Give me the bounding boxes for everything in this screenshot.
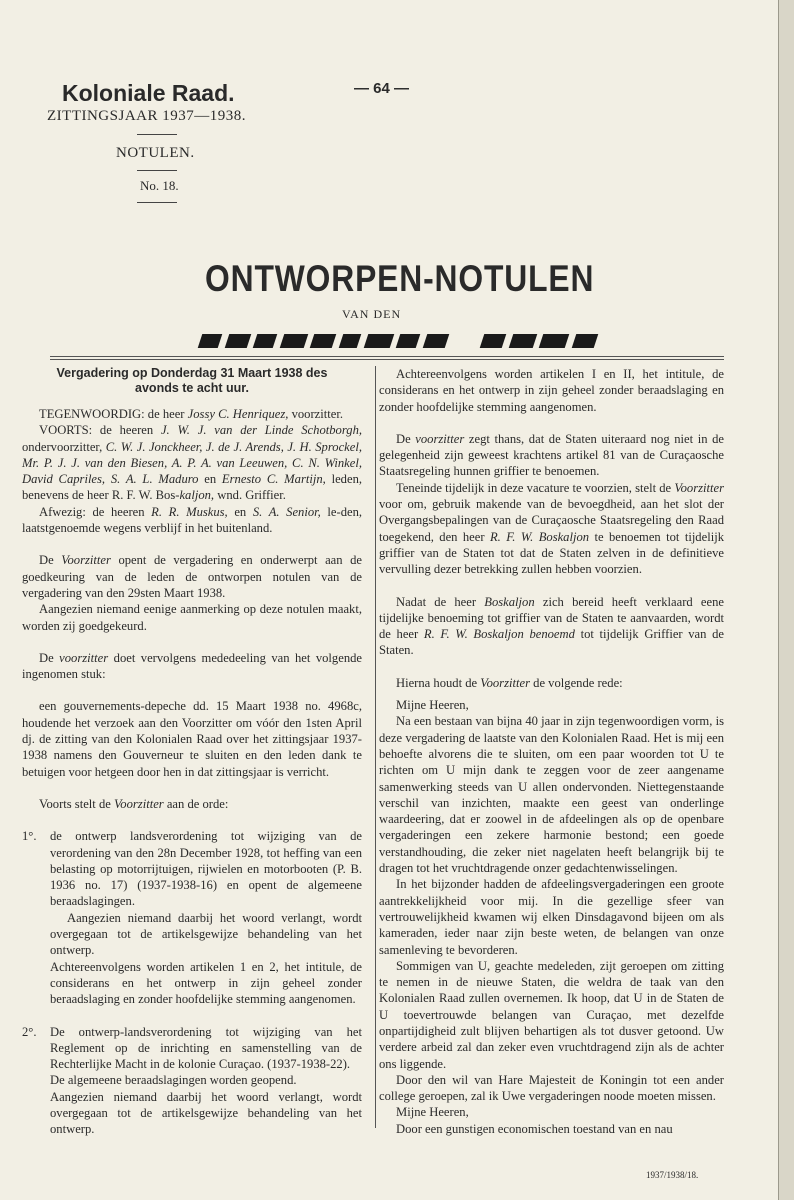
agenda-item: [22, 1024, 362, 1138]
salutation: Mijne Heeren,: [396, 1105, 469, 1120]
proposal-paragraph: Teneinde tijdelijk in deze vacature te voorzien, stelt de Voorzitter voor om, gebruik makende van de bevoegdheid, aan het slot der Overgangsbepalingen van de Curaçaosche Staatsregeling den Raad toegekend, den heer R. F. W. Boskaljon te benoemen tot tijdelijk griffier van de Staten tot dat de Staten zelven in de definitieve vervulling dezer betrekking zullen hebben voorzien.: [379, 480, 724, 577]
salutation: Mijne Heeren,: [396, 698, 469, 713]
masthead-rule: [50, 359, 724, 360]
attendees-paragraph: VOORTS: de heeren J. W. J. van der Linde Schotborgh, ondervoorzitter, C. W. J. Jonckheer, J. de J. Arends, J. H. Sprockel, Mr. P. J. J. van den Biesen, A. P. A. van Leeuwen, C. N. Winkel, David Capriles, S. A. L. Maduro en Ernesto C. Martijn, leden, benevens de heer R. F. W. Bos-kaljon, wnd. Griffier.: [22, 423, 363, 503]
speech-paragraph: Door den wil van Hare Majesteit de Koningin tot een ander college geroepen, zal ik Uwe vergaderingen noode moeten missen.: [379, 1072, 724, 1104]
divider: [137, 170, 177, 171]
divider: [137, 134, 177, 135]
approval-paragraph: Aangezien niemand eenige aanmerking op deze notulen maakt, worden zij goedgekeurd.: [22, 602, 362, 633]
divider: [137, 202, 177, 203]
left-column: [22, 366, 362, 1138]
column-divider: [375, 366, 376, 1128]
page-edge: [778, 0, 794, 1200]
speech-intro: Hierna houdt de Voorzitter de volgende rede:: [396, 675, 623, 690]
agenda-item-number: 1°.: [22, 829, 37, 844]
document-title: Koloniale Raad.: [62, 80, 235, 106]
masthead-title: ONTWORPEN-NOTULEN: [205, 258, 595, 299]
griffier-paragraph: De voorzitter zegt thans, dat de Staten uiteraard nog niet in de gelegenheid zijn geweest krachtens artikel 81 van de Curaçaosche Staatsregeling hunnen griffier te benoemen.: [379, 431, 724, 479]
masthead-subtitle: VAN DEN: [342, 307, 402, 321]
announcement-paragraph: De voorzitter doet vervolgens mededeeling van het volgende ingenomen stuk:: [22, 650, 363, 682]
agenda-item-text: De algemeene beraadslagingen worden geopend.: [50, 1073, 297, 1088]
opening-paragraph: De Voorzitter opent de vergadering en onderwerpt aan de goedkeuring van de leden de ontworpen notulen van de vergadering van den 29sten Maart 1938.: [22, 553, 362, 600]
notulen-label: NOTULEN.: [116, 145, 195, 161]
document-number: No. 18.: [140, 178, 179, 193]
session-year: ZITTINGSJAAR 1937—1938.: [47, 108, 246, 124]
absent-paragraph: Afwezig: de heeren R. R. Muskus, en S. A. Senior, le-den, laatstgenoemde wegens verblijf in het buitenland.: [22, 504, 363, 536]
agenda-item-text: de ontwerp landsverordening tot wijziging van de verordening van den 28n December 1928, tot heffing van een belasting op motorrijtuigen, rijwielen en motorbooten (P. B. 1936 no. 17) (1937-1938-16) en opent de algemeene beraadslagingen.: [50, 829, 362, 909]
speech-paragraph: Door een gunstigen economischen toestand van en nau: [396, 1121, 673, 1136]
agenda-item-text: Aangezien niemand daarbij het woord verlangt, wordt overgegaan tot de artikelsgewijze behandeling van het ontwerp.: [50, 1089, 362, 1137]
agenda-intro: Voorts stelt de Voorzitter aan de orde:: [39, 796, 229, 811]
agenda-item: [22, 828, 362, 1007]
agenda-item-text: Achtereenvolgens worden artikelen 1 en 2, het intitule, de considerans en het ontwerp in zijn geheel zonder beraadslaging en zonder hoofdelijke stemming aangenomen.: [50, 959, 362, 1007]
adoption-paragraph: Achtereenvolgens worden artikelen I en II, het intitule, de considerans en het ontwerp in zijn geheel zonder beraadslaging en zonder hoofdelijke stemming aangenomen.: [379, 367, 724, 414]
masthead-rule: [50, 356, 724, 357]
agenda-item-text: Aangezien niemand daarbij het woord verlangt, wordt overgegaan tot de artikelsgewijze behandeling van het ontwerp.: [50, 910, 362, 958]
meeting-heading: Vergadering op Donderdag 31 Maart 1938 des avonds te acht uur.: [56, 366, 328, 395]
kolonialen-raad-logotype: [200, 331, 596, 350]
speech-paragraph: In het bijzonder hadden de afdeelingsvergaderingen een groote aantrekkelijkheid voor mij. In die gezellige sfeer van vertrouwelijkheid kwamen wij elken Dinsdagavond bijeen om als kameraden, ieder naar zijn beste weten, de belangen van onze samenleving te bevorderen.: [379, 877, 724, 957]
present-paragraph: TEGENWOORDIG: de heer Jossy C. Henriquez, voorzitter.: [39, 407, 343, 421]
depeche-paragraph: een gouvernements-depeche dd. 15 Maart 1938 no. 4968c, houdende het verzoek aan den Voorzitter om vóór den 1sten April dj. de zitting van den Kolonialen Raad over het zittingsjaar 1937-1938 namens den Gouverneur te sluiten en den leden dank te betuigen voor hetgeen door hen in dat zittingsjaar is verricht.: [22, 699, 362, 779]
speech-paragraph: Na een bestaan van bijna 40 jaar in zijn tegenwoordigen vorm, is deze vergadering de laatste van den Kolonialen Raad. Het is mij een behoefte alvorens die te sluiten, om een paar woorden tot U te richten om U mijn dank te zeggen voor de zeer aangename samenwerking steeds van U allen ondervonden. Niettegenstaande verschil van inzichten, maakte een geest van onderlinge waardeering, dat er zoowel in de afdeelingen als op de openbare vergaderingen een zekere harmonie bestond; een goede verstandhouding, die zeker niet nagelaten heeft belangrijk bij te dragen tot het vruchtdragende onzer gedachtenwisselingen.: [379, 714, 724, 876]
appointment-paragraph: Nadat de heer Boskaljon zich bereid heeft verklaard eene tijdelijke benoeming tot griffier van de Staten te aanvaarden, wordt de heer R. F. W. Boskaljon benoemd tot tijdelijk Griffier van de Staten.: [379, 594, 724, 658]
speech-paragraph: Sommigen van U, geachte medeleden, zijt geroepen om zitting te nemen in de nieuwe Staten, die weldra de taak van den Kolonialen Raad zullen overnemen. Ik hoop, dat U in de Staten de U toevertrouwde belangen van Curaçao, met dezelfde onpartijdigheid zult blijven behartigen als tot dusver getoond. Uw verdere arbeid zal dan zeker even vruchtdragend zijn als de achter ons liggende.: [379, 958, 724, 1071]
agenda-item-number: 2°.: [22, 1024, 37, 1039]
agenda-item-text: De ontwerp-landsverordening tot wijziging van het Reglement op de inrichting en samenstelling van de Rechterlijke Macht in de kolonie Curaçao. (1937-1938-22).: [50, 1024, 362, 1072]
page-number: — 64 —: [354, 80, 410, 97]
right-column: [379, 366, 724, 1137]
footer-code: 1937/1938/18.: [646, 1170, 699, 1180]
